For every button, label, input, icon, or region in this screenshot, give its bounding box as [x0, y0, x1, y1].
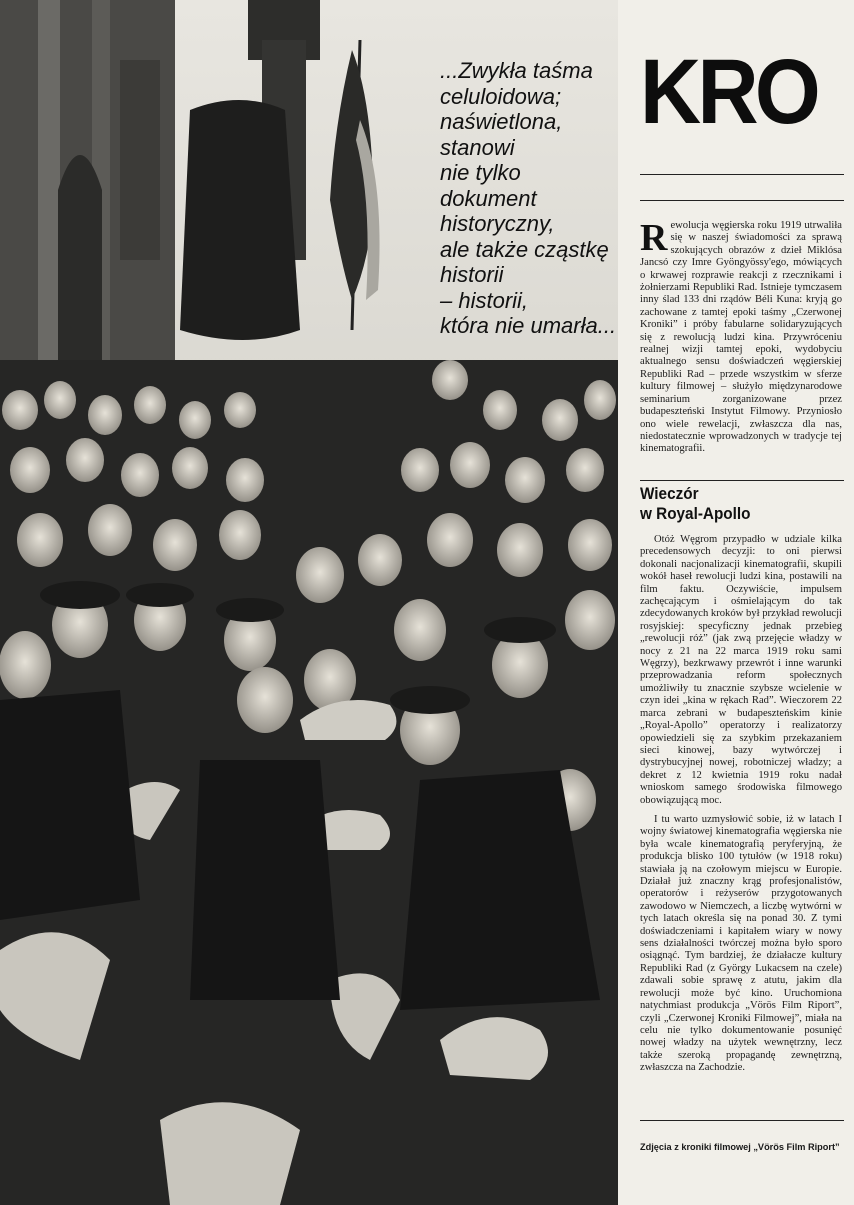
pull-quote: ...Zwykła taśma celuloidowa; naświetlona, stanowi nie tylko dokument historyczny, ale także cząstkę historii – historii, która nie umarła... [440, 58, 617, 338]
rule-top [640, 174, 844, 175]
rule-subhead [640, 480, 844, 481]
subheading: Wieczór w Royal-Apollo [640, 484, 751, 523]
article-column [622, 0, 842, 1205]
lead-text: ewolucja węgierska roku 1919 utrwaliła się w naszej świadomości za sprawą szokujących obrazów z dzieł Miklósa Jancsó czy Imre Gyöngyössy'ego, mówiących o krwawej rozprawie reakcji z rzecznikami i żołnierzami Republiki Rad. Istnieje tymczasem inny ślad 133 dni rządów Béli Kuna: kryją go zachowane z tamtej epoki taśmy „Czerwonej Kroniki” i próby fabularne solidaryzujących się z rewolucją ludzi kina. Przywróceniu realnej wizji tamtej epoki, wydobyciu aktualnego sensu doświadczeń węgierskiej Republiki Rad – przede wszystkim w sferze kultury filmowej – służyło międzynarodowe seminarium zorganizowane przez budapeszteński Instytut Filmowy. Przyniosło ono wiele rewelacji, zwłaszcza dla nas, niedostatecznie wprowadzonych w tradycje tej kinematografii. [640, 220, 842, 455]
paragraph-1: Otóż Węgrom przypadło w udziale kilka precedensowych decyzji: to oni pierwsi dokonali nacjonalizacji kinematografii, skupili wokół haseł rewolucji ludzi kina, postawili na film faktu. Oczywiście, impulsem zachęcającym i ośmielającym do tak zdecydowanych kroków był przykład rewolucji rosyjskiej: specyficzny jednak przebieg „rewolucji róż” (jak zwą przejęcie władzy w nocy z 21 na 22 marca 1919 roku sami Węgrzy), bezkrwawy przewrót i inne warunki przeprowadzania reform społecznych umożliwiły tu znacznie szybsze wcielenie w czyn idei „kina w rękach Rad”. Wieczorem 22 marca zebrani w budapeszteńskim kinie „Royal-Apollo” operatorzy i realizatorzy opowiedzieli się za szybkim przekazaniem sieci kinowej, bazy wytwórczej i dystrybucyjnej nowej, robotniczej władzy; a dekret z 12 kwietnia 1919 roku nadał wnioskom samego środowiska filmowego obowiązującą moc. [640, 534, 842, 806]
section-paragraph-1 [640, 534, 842, 807]
rule-second [640, 200, 844, 201]
section-paragraph-2 [640, 814, 842, 1075]
rule-caption [640, 1120, 844, 1121]
headline: KRO [640, 41, 818, 143]
drop-cap: R [640, 217, 668, 259]
paragraph-2: I tu warto uzmysłowić sobie, iż w latach I wojny światowej kinematografia węgierska nie była wcale kinematografią peryferyjną, że produkcja blisko 100 tytułów (w 1918 roku) stawiała ją na czołowym miejscu w Europie. Działał już znaczny krąg profesjonalistów, operatorów i reżyserów przygotowanych zawodowo w Niemczech, a liczbę wytwórni w tych latach określa się na ponad 30. Z tymi doświadczeniami i kapitałem wiary w nowy sens działalności twórczej można było sporo osiągnąć. Tym bardziej, że działacze kultury Republiki Rad (z György Lukacsem na czele) zdawali sobie sprawę z atutu, jakim dla rewolucji może być kino. Uruchomiona natychmiast produkcja „Vörös Film Riport”, czyli „Czerwonej Kroniki Filmowej”, miała na celu nie tylko dokumentowanie posunięć nowej władzy na użytek wewnętrzny, lecz także szeroką propagandę zewnętrzną, zwłaszcza na Zachodzie. [640, 814, 842, 1074]
photo-caption: Zdjęcia z kroniki filmowej „Vörös Film Riport” [640, 1142, 840, 1152]
lead-paragraph [640, 217, 842, 456]
